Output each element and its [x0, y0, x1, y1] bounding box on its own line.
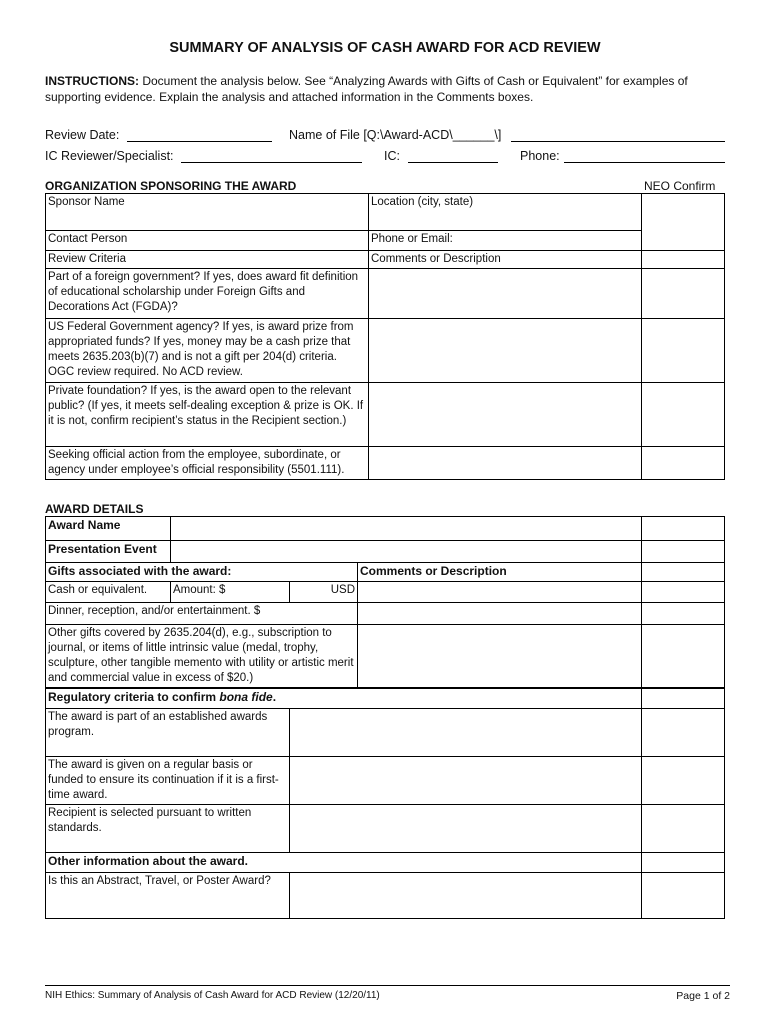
neo-confirm-label: NEO Confirm — [644, 179, 716, 193]
neo-confirm-presentation-event[interactable] — [642, 541, 725, 563]
phone-label: Phone: — [520, 149, 560, 163]
gifts-heading: Gifts associated with the award: — [46, 563, 358, 582]
comments-cash[interactable] — [358, 582, 642, 603]
regulatory-heading — [46, 688, 642, 708]
comments-other-gifts[interactable] — [358, 625, 642, 689]
neo-confirm-official-action[interactable] — [642, 447, 725, 480]
footer-document-title: NIH Ethics: Summary of Analysis of Cash Award for ACD Review (12/20/11) — [45, 990, 380, 1001]
other-info-heading: Other information about the award. — [46, 852, 642, 872]
name-of-file-label: Name of File [Q:\Award-ACD\______\] — [289, 128, 502, 142]
review-date-field[interactable] — [127, 141, 272, 142]
comments-private-foundation[interactable] — [369, 383, 642, 447]
ic-label: IC: — [384, 149, 400, 163]
comments-established-program[interactable] — [290, 708, 642, 756]
comments-foreign-government[interactable] — [369, 269, 642, 319]
neo-confirm-other-info-header[interactable] — [642, 852, 725, 872]
neo-confirm-foreign-government[interactable] — [642, 269, 725, 319]
neo-confirm-header-cell[interactable] — [642, 251, 725, 269]
other-gifts-label: Other gifts covered by 2635.204(d), e.g., subscription to journal, or items of little intrinsic value (medal, trophy, sculpture, other tangible memento with utility or artistic merit and commercial value in excess of $20.) — [46, 625, 358, 689]
phone-email-cell[interactable]: Phone or Email: — [369, 231, 642, 251]
award-name-label: Award Name — [46, 517, 171, 541]
criteria-private-foundation: Private foundation? If yes, is the award open to the relevant public? (If yes, it meets self-dealing exception & prize is OK. If it is not, confirm recipient’s status in the Recipient section.) — [46, 383, 369, 447]
neo-confirm-other-gifts[interactable] — [642, 625, 725, 689]
review-date-label: Review Date: — [45, 128, 120, 142]
other-info-question: Is this an Abstract, Travel, or Poster Award? — [46, 872, 290, 918]
neo-confirm-award-name[interactable] — [642, 517, 725, 541]
award-table — [45, 516, 725, 919]
dinner-label: Dinner, reception, and/or entertainment. $ — [46, 603, 358, 625]
neo-confirm-private-foundation[interactable] — [642, 383, 725, 447]
page-title: SUMMARY OF ANALYSIS OF CASH AWARD FOR ACD REVIEW — [169, 40, 601, 56]
award-name-field[interactable] — [171, 517, 642, 541]
neo-confirm-dinner[interactable] — [642, 603, 725, 625]
regulatory-established-program: The award is part of an established awards program. — [46, 708, 290, 756]
neo-confirm-org-cell[interactable] — [642, 194, 725, 251]
criteria-official-action: Seeking official action from the employee, subordinate, or agency under employee’s official responsibility (5501.111). — [46, 447, 369, 480]
neo-confirm-other-info[interactable] — [642, 872, 725, 918]
review-criteria-header: Review Criteria — [46, 251, 369, 269]
comments-written-standards[interactable] — [290, 804, 642, 852]
instructions-label: INSTRUCTIONS: — [45, 74, 139, 88]
neo-confirm-established-program[interactable] — [642, 708, 725, 756]
gifts-comments-header: Comments or Description — [358, 563, 642, 582]
comments-regular-basis[interactable] — [290, 756, 642, 804]
comments-dinner[interactable] — [358, 603, 642, 625]
regulatory-heading-suffix: . — [272, 690, 277, 704]
neo-confirm-regulatory-header[interactable] — [642, 688, 725, 708]
neo-confirm-regular-basis[interactable] — [642, 756, 725, 804]
amount-label: Amount: $ — [171, 582, 290, 603]
award-section-heading: AWARD DETAILS — [45, 502, 144, 516]
criteria-foreign-government: Part of a foreign government? If yes, does award fit definition of educational scholarship under Foreign Gifts and Decorations Act (FGDA)? — [46, 269, 369, 319]
comments-federal-agency[interactable] — [369, 319, 642, 383]
neo-confirm-federal-agency[interactable] — [642, 319, 725, 383]
ic-field[interactable] — [408, 162, 498, 163]
org-table — [45, 193, 725, 480]
regulatory-heading-prefix: Regulatory criteria to confirm — [48, 690, 220, 704]
comments-other-info[interactable] — [290, 872, 642, 918]
usd-label: USD — [290, 582, 358, 603]
instructions — [45, 73, 735, 105]
regulatory-written-standards: Recipient is selected pursuant to written standards. — [46, 804, 290, 852]
criteria-federal-agency: US Federal Government agency? If yes, is award prize from appropriated funds? If yes, money may be a cash prize that meets 2635.203(b)(7) and is not a gift per 204(d) criteria. OGC review required. No ACD review. — [46, 319, 369, 383]
neo-confirm-written-standards[interactable] — [642, 804, 725, 852]
cash-label: Cash or equivalent. — [46, 582, 171, 603]
footer-page-number: Page 1 of 2 — [676, 990, 730, 1002]
org-section-heading: ORGANIZATION SPONSORING THE AWARD — [45, 179, 297, 193]
sponsor-name-cell[interactable]: Sponsor Name — [46, 194, 369, 231]
presentation-event-field[interactable] — [171, 541, 642, 563]
regulatory-heading-italic: bona fide — [219, 690, 273, 704]
comments-header: Comments or Description — [369, 251, 642, 269]
location-cell[interactable]: Location (city, state) — [369, 194, 642, 231]
neo-confirm-gifts-header[interactable] — [642, 563, 725, 582]
neo-confirm-cash[interactable] — [642, 582, 725, 603]
contact-person-cell[interactable]: Contact Person — [46, 231, 369, 251]
phone-field[interactable] — [564, 162, 725, 163]
ic-reviewer-label: IC Reviewer/Specialist: — [45, 149, 174, 163]
name-of-file-field[interactable] — [511, 141, 725, 142]
regulatory-regular-basis: The award is given on a regular basis or funded to ensure its continuation if it is a first-time award. — [46, 756, 290, 804]
presentation-event-label: Presentation Event — [46, 541, 171, 563]
instructions-text: Document the analysis below. See “Analyzing Awards with Gifts of Cash or Equivalent” for examples of supporting evidence. Explain the analysis and attached information in the Comments boxes. — [45, 74, 688, 104]
ic-reviewer-field[interactable] — [181, 162, 362, 163]
footer-divider — [45, 985, 730, 986]
comments-official-action[interactable] — [369, 447, 642, 480]
